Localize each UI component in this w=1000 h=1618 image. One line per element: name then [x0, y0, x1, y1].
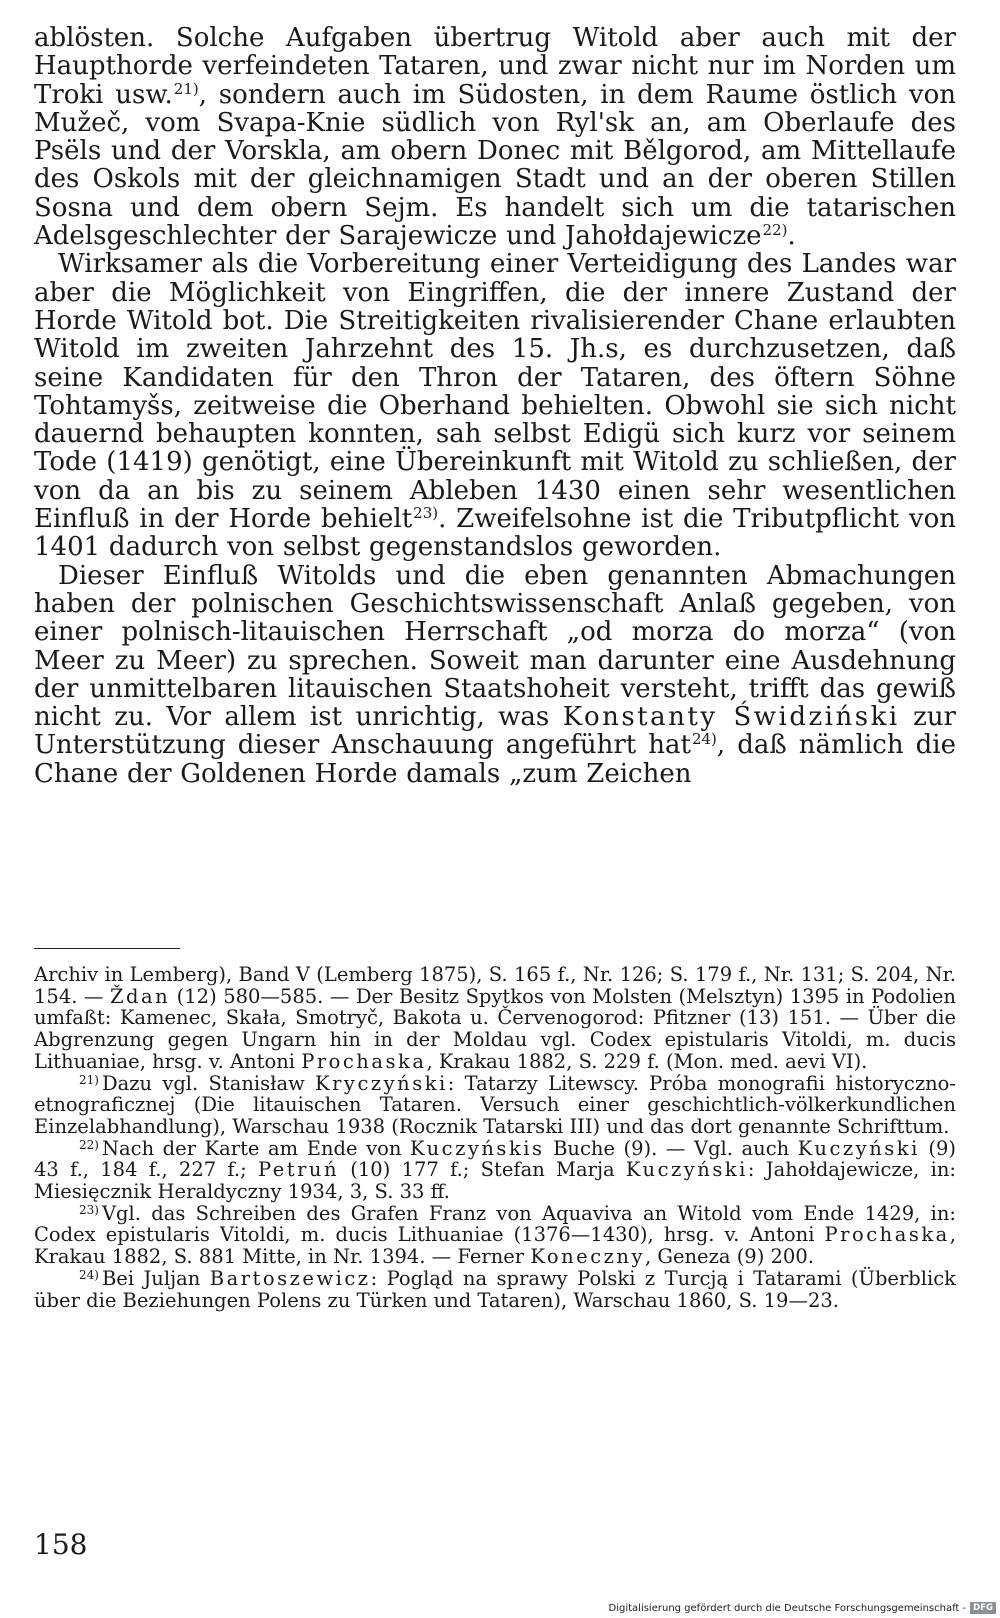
book-page	[34, 23, 957, 1561]
author-name: Koneczny	[530, 1245, 645, 1269]
footnotes	[34, 964, 956, 1311]
text-run: , Krakau 1882, S. 881 Mitte, in Nr. 1394. — Ferner	[34, 1223, 956, 1269]
footnote-marker: 23)	[79, 1202, 99, 1217]
text-run: Bei Juljan	[101, 1266, 210, 1290]
text-run: , Geneza (9) 200.	[644, 1245, 814, 1269]
author-name: Bartoszewicz	[209, 1266, 371, 1290]
paragraph	[34, 24, 956, 250]
author-name: Kuczyński	[797, 1136, 920, 1160]
footnote-22	[34, 1138, 956, 1203]
text-run: Archiv in Lemberg), Band V (Lemberg 1875), S. 165 f., Nr. 126; S. 179 f., Nr. 131; S. 204, Nr. 154. —	[34, 963, 956, 1008]
page-number: 158	[34, 1528, 88, 1561]
footnote-marker: 21)	[79, 1072, 99, 1087]
paragraph	[34, 250, 956, 561]
text-run: Dazu vgl. Stanisław	[101, 1071, 316, 1095]
main-text	[34, 24, 956, 788]
author-name: Konstanty Świdziński	[562, 702, 900, 733]
text-run: : Pogląd na sprawy Polski z Turcją i Tatarami (Überblick über die Beziehungen Polens zu Türken und Tataren), Warschau 1860, S. 19—23.	[34, 1266, 956, 1312]
text-run: Vgl. das Schreiben des Grafen Franz von Aquaviva an Witold vom Ende 1429, in: Codex epistularis Vitoldi, m. ducis Lithuaniae (1376—1430), hrsg. v. Antoni	[34, 1201, 956, 1247]
footnote-21	[34, 1073, 956, 1138]
footnote-marker: 23)	[413, 504, 439, 523]
paragraph	[34, 562, 956, 788]
dfg-logo: DFG	[970, 1602, 996, 1614]
text-run: (12) 580—585. — Der Besitz Spytkos von Molsten (Melsztyn) 1395 in Podolien umfaßt: Kamenec, Skała, Smotryč, Bakota u. Červenogorod: Pfitzner (13) 151. — Über die Abgrenzung gegen Ungarn hin in der Moldau vgl. Codex epistularis Vitoldi, m. ducis Lithuaniae, hrsg. v. Antoni	[34, 984, 956, 1073]
text-run: , daß nämlich die Chane der Goldenen Horde damals „zum Zeichen	[34, 730, 956, 789]
text-run: : Tatarzy Litewscy. Próba monografii historyczno-etnograficznej (Die litauischen Tataren. Versuch einer geschichtlich-völkerkundlichen Einzelabhandlung), Warschau 1938 (Rocznik Tatarski III) und das dort genannte Schrifttum.	[34, 1071, 956, 1138]
text-run: . Zweifelsohne ist die Tributpflicht von 1401 dadurch von selbst gegenstandslos geworden.	[34, 504, 956, 563]
text-run: (10) 177 f.; Stefan Marja	[339, 1158, 626, 1182]
author-name: Kuczyńskis	[409, 1136, 545, 1160]
text-run: .	[787, 221, 796, 252]
text-run: ablösten. Solche Aufgaben übertrug Witold aber auch mit der Haupthorde verfeindeten Tataren, und zwar nicht nur im Norden um Troki usw.	[34, 23, 956, 110]
footnote-23	[34, 1203, 956, 1268]
author-name: Kryczyński	[315, 1071, 448, 1095]
footnote-marker: 22)	[762, 221, 788, 240]
text-run: Wirksamer als die Vorbereitung einer Verteidigung des Landes war aber die Möglichkeit von Eingriffen, die der innere Zustand der Horde Witold bot. Die Streitigkeiten rivalisierender Chane erlaubten Witold im zweiten Jahrzehnt des 15. Jh.s, es durchzusetzen, daß seine Kandidaten für den Thron der Tataren, des öftern Söhne Tohtamyšs, zeitweise die Oberhand behielten. Obwohl sie sich nicht dauernd behaupten konnten, sah selbst Edigü sich kurz vor seinem Tode (1419) genötigt, eine Übereinkunft mit Witold zu schließen, der von da an bis zu seinem Ableben 1430 einen sehr wesentlichen Einfluß in der Horde behielt	[34, 249, 956, 535]
text-run: (9) 43 f., 184 f., 227 f.;	[34, 1136, 956, 1182]
text-run: Nach der Karte am Ende von	[101, 1136, 410, 1160]
text-run: , Krakau 1882, S. 229 f. (Mon. med. aevi VI).	[426, 1049, 868, 1073]
footnote-marker: 22)	[79, 1137, 99, 1152]
author-name: Prochaska	[824, 1223, 950, 1247]
author-name: Prochaska	[301, 1049, 427, 1073]
footnote-separator	[34, 948, 180, 949]
text-run: Dieser Einfluß Witolds und die eben genannten Abmachungen haben der polnischen Geschichtswissenschaft Anlaß gegeben, von einer polnisch-litauischen Herrschaft „od morza do morza“ (von Meer zu Meer) zu sprechen. Soweit man darunter eine Ausdehnung der unmittelbaren litauischen Staatshoheit versteht, trifft das gewiß nicht zu. Vor allem ist unrichtig, was	[34, 560, 956, 733]
author-name: Kuczyński	[625, 1158, 748, 1182]
digitization-credit	[609, 1601, 996, 1615]
author-name: Ždan	[109, 984, 171, 1008]
footnote-marker: 21)	[173, 79, 199, 98]
text-run: , sondern auch im Südosten, in dem Raume östlich von Mužeč, vom Svapa-Knie südlich von Ryl'sk an, am Oberlaufe des Psëls und der Vorskla, am obern Donec mit Bělgorod, am Mittellaufe des Oskols mit der gleichnamigen Stadt und an der oberen Stillen Sosna und dem obern Sejm. Es handelt sich um die tatarischen Adelsgeschlechter der Sarajewicze und Jahołdajewicze	[34, 79, 956, 252]
footnote-marker: 24)	[79, 1267, 99, 1282]
footnote-continuation	[34, 964, 956, 1073]
footnote-24	[34, 1268, 956, 1311]
author-name: Petruń	[257, 1158, 340, 1182]
text-run: zur Unterstützung dieser Anschauung angeführt hat	[34, 702, 956, 761]
footnote-marker: 24)	[691, 730, 717, 749]
credit-text: Digitalisierung gefördert durch die Deutsche Forschungsgemeinschaft -	[608, 1602, 967, 1614]
text-run: : Jahołdajewicze, in: Miesięcznik Heraldyczny 1934, 3, S. 33 ff.	[34, 1158, 957, 1204]
text-run: Buche (9). — Vgl. auch	[544, 1136, 798, 1160]
